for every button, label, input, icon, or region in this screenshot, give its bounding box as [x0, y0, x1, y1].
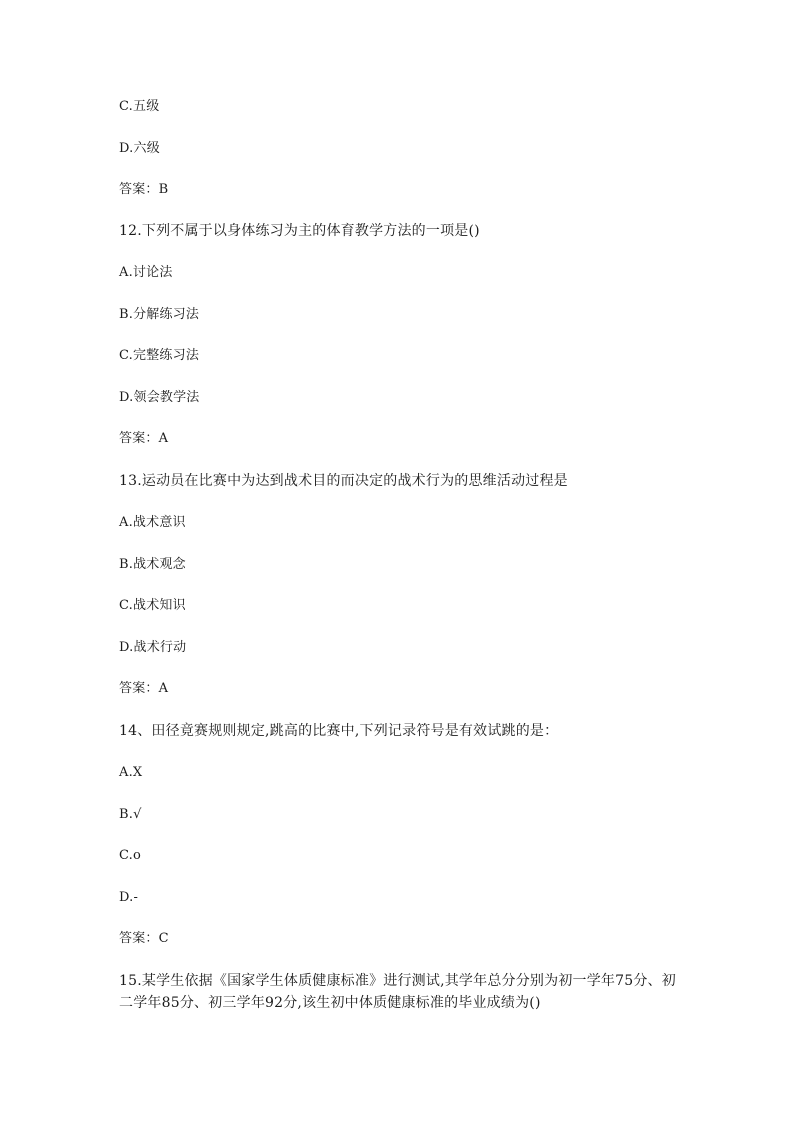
- q13-answer: 答案：A: [119, 681, 169, 696]
- q15-stem: [119, 970, 679, 1014]
- q13-option-d: D.战术行动: [119, 640, 187, 655]
- q13-option-c: C.战术知识: [119, 598, 186, 613]
- q15-stem-line2: 二学年85分、初三学年92分,该生初中体质健康标准的毕业成绩为(): [119, 995, 541, 1011]
- q14-option-b: B.√: [119, 807, 142, 822]
- q14-stem: 14、田径竟赛规则规定,跳高的比赛中,下列记录符号是有效试跳的是：: [119, 723, 559, 739]
- q12-option-c: C.完整练习法: [119, 348, 200, 363]
- q13-option-b: B.战术观念: [119, 557, 186, 572]
- q13-stem: 13.运动员在比赛中为达到战术目的而决定的战术行为的思维活动过程是: [119, 473, 568, 489]
- q14-answer: 答案：C: [119, 931, 169, 946]
- q15-stem-line1: 15.某学生依据《国家学生体质健康标准》进行测试,其学年总分分别为初一学年75分、初: [119, 973, 676, 989]
- q12-stem: 12.下列不属于以身体练习为主的体育教学方法的一项是(): [119, 223, 480, 239]
- q11-answer: 答案：B: [119, 182, 169, 197]
- q12-option-d: D.领会教学法: [119, 390, 200, 405]
- q14-option-a: A.X: [119, 765, 143, 780]
- q12-option-a: A.讨论法: [119, 265, 173, 280]
- q13-option-a: A.战术意识: [119, 515, 186, 530]
- q11-option-c: C.五级: [119, 99, 160, 114]
- q11-option-d: D.六级: [119, 141, 160, 156]
- q14-option-c: C.o: [119, 848, 142, 863]
- q12-option-b: B.分解练习法: [119, 307, 200, 322]
- q12-answer: 答案：A: [119, 431, 169, 446]
- q14-option-d: D.-: [119, 890, 139, 905]
